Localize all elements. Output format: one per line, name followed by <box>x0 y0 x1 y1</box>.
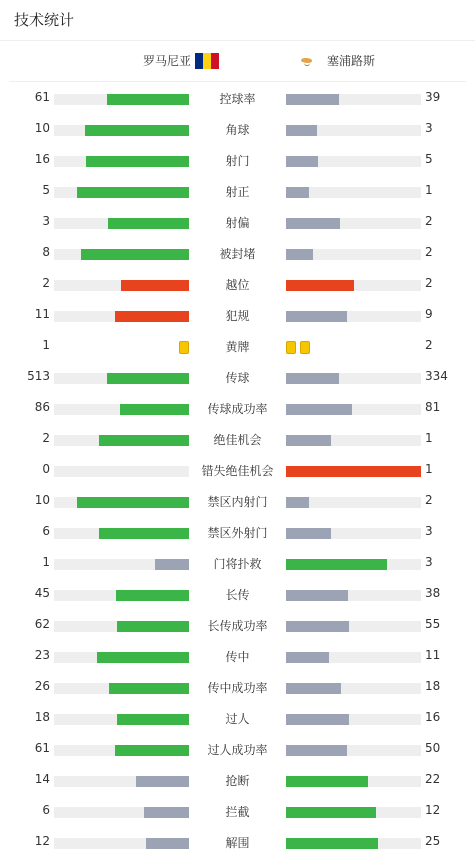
home-bar-fill <box>146 838 189 849</box>
stat-label: 传球 <box>225 371 250 385</box>
home-bar-fill <box>115 745 189 756</box>
away-value: 38 <box>425 586 441 600</box>
stat-row <box>0 239 475 270</box>
home-bar-track <box>54 590 189 601</box>
away-bar-fill <box>286 497 309 508</box>
home-value: 61 <box>34 90 50 104</box>
home-bar-track <box>54 280 189 291</box>
home-bar-fill <box>120 404 189 415</box>
away-bar-track <box>286 807 421 818</box>
home-bar-fill <box>155 559 189 570</box>
home-bar-track <box>54 838 189 849</box>
home-bar-track <box>54 249 189 260</box>
home-bar-track <box>54 683 189 694</box>
away-bar-track <box>286 528 421 539</box>
away-bar-fill <box>286 683 341 694</box>
cyprus-flag-icon <box>295 53 319 69</box>
home-bar-fill <box>116 590 189 601</box>
home-value: 10 <box>34 493 50 507</box>
away-value: 3 <box>425 555 433 569</box>
home-bar-fill <box>81 249 189 260</box>
home-value: 5 <box>42 183 50 197</box>
away-bar-fill <box>286 311 347 322</box>
stat-label: 绝佳机会 <box>213 433 262 447</box>
away-bar-track <box>286 218 421 229</box>
away-value: 9 <box>425 307 433 321</box>
yellow-card-icon <box>300 341 310 354</box>
stat-row <box>0 766 475 797</box>
away-bar-track <box>286 745 421 756</box>
away-bar-fill <box>286 249 313 260</box>
away-value: 18 <box>425 679 441 693</box>
home-bar-track <box>54 528 189 539</box>
page-title: 技术统计 <box>0 0 475 41</box>
home-bar-track <box>54 776 189 787</box>
away-bar-track <box>286 714 421 725</box>
stat-row <box>0 332 475 363</box>
home-bar-fill <box>85 125 189 136</box>
away-bar-track <box>286 590 421 601</box>
stat-row <box>0 580 475 611</box>
home-bar-track <box>54 466 189 477</box>
yellow-card-icon <box>179 341 189 354</box>
home-bar-track <box>54 435 189 446</box>
away-value: 1 <box>425 431 433 445</box>
away-bar-track <box>286 94 421 105</box>
away-value: 16 <box>425 710 441 724</box>
away-value: 12 <box>425 803 441 817</box>
home-bar-fill <box>107 94 189 105</box>
home-bar-fill <box>144 807 189 818</box>
away-value: 2 <box>425 338 433 352</box>
stat-label: 射正 <box>225 185 250 199</box>
yellow-card-icon <box>286 341 296 354</box>
stat-label: 射门 <box>225 154 250 168</box>
home-value: 61 <box>34 741 50 755</box>
home-bar-fill <box>99 528 189 539</box>
stat-row <box>0 487 475 518</box>
home-value: 6 <box>42 803 50 817</box>
home-value: 62 <box>34 617 50 631</box>
stat-label: 解围 <box>225 836 250 850</box>
away-bar-fill <box>286 125 317 136</box>
stat-row <box>0 704 475 735</box>
away-bar-fill <box>286 435 331 446</box>
away-bar-fill <box>286 621 349 632</box>
teams-header <box>9 41 466 82</box>
home-value: 1 <box>42 555 50 569</box>
away-bar-track <box>286 621 421 632</box>
home-bar-track <box>54 714 189 725</box>
home-bar-fill <box>115 311 189 322</box>
stat-row <box>0 208 475 239</box>
home-value: 18 <box>34 710 50 724</box>
away-value: 81 <box>425 400 441 414</box>
away-bar-fill <box>286 156 318 167</box>
home-value: 86 <box>34 400 50 414</box>
stat-label: 角球 <box>225 123 250 137</box>
home-bar-fill <box>108 218 189 229</box>
away-yellow-cards <box>286 341 310 354</box>
stat-row <box>0 425 475 456</box>
away-bar-fill <box>286 404 352 415</box>
stat-row <box>0 456 475 487</box>
away-bar-track <box>286 187 421 198</box>
away-bar-fill <box>286 187 309 198</box>
away-bar-track <box>286 838 421 849</box>
home-bar-track <box>54 218 189 229</box>
away-value: 3 <box>425 524 433 538</box>
away-bar-fill <box>286 466 421 477</box>
stat-label: 长传成功率 <box>207 619 268 633</box>
away-value: 55 <box>425 617 441 631</box>
stat-label: 控球率 <box>219 92 256 106</box>
away-value: 3 <box>425 121 433 135</box>
stat-label: 被封堵 <box>219 247 256 261</box>
stat-row <box>0 84 475 115</box>
stat-row <box>0 642 475 673</box>
stat-label: 犯规 <box>225 309 250 323</box>
away-value: 5 <box>425 152 433 166</box>
away-bar-track <box>286 125 421 136</box>
away-bar-fill <box>286 373 339 384</box>
away-bar-track <box>286 683 421 694</box>
home-bar-fill <box>77 187 189 198</box>
stat-label: 错失绝佳机会 <box>201 464 274 478</box>
away-bar-fill <box>286 528 331 539</box>
away-bar-track <box>286 559 421 570</box>
home-bar-fill <box>117 621 189 632</box>
home-value: 11 <box>34 307 50 321</box>
home-value: 2 <box>42 276 50 290</box>
home-bar-track <box>54 807 189 818</box>
away-bar-fill <box>286 745 347 756</box>
home-value: 2 <box>42 431 50 445</box>
away-bar-fill <box>286 280 354 291</box>
home-value: 14 <box>34 772 50 786</box>
away-value: 25 <box>425 834 441 848</box>
stat-row <box>0 394 475 425</box>
home-bar-track <box>54 187 189 198</box>
away-bar-track <box>286 280 421 291</box>
away-bar-fill <box>286 94 339 105</box>
home-value: 10 <box>34 121 50 135</box>
stats-list <box>0 84 475 859</box>
away-value: 334 <box>425 369 448 383</box>
away-value: 39 <box>425 90 441 104</box>
home-value: 12 <box>34 834 50 848</box>
away-bar-fill <box>286 652 329 663</box>
home-bar-fill <box>77 497 189 508</box>
stat-label: 门将扑救 <box>213 557 262 571</box>
away-bar-fill <box>286 776 368 787</box>
away-bar-track <box>286 466 421 477</box>
away-bar-fill <box>286 218 340 229</box>
stat-label: 禁区内射门 <box>207 495 268 509</box>
home-bar-fill <box>86 156 189 167</box>
away-value: 2 <box>425 214 433 228</box>
away-value: 2 <box>425 276 433 290</box>
home-bar-track <box>54 621 189 632</box>
home-yellow-cards <box>179 341 189 354</box>
home-value: 26 <box>34 679 50 693</box>
home-value: 0 <box>42 462 50 476</box>
stat-row <box>0 270 475 301</box>
stat-label: 过人成功率 <box>207 743 268 757</box>
home-bar-track <box>54 652 189 663</box>
away-value: 22 <box>425 772 441 786</box>
away-bar-fill <box>286 807 376 818</box>
home-value: 3 <box>42 214 50 228</box>
stat-row <box>0 115 475 146</box>
stat-row <box>0 828 475 859</box>
home-bar-fill <box>121 280 189 291</box>
home-bar-fill <box>117 714 189 725</box>
away-bar-track <box>286 404 421 415</box>
away-bar-track <box>286 652 421 663</box>
stat-row <box>0 611 475 642</box>
away-bar-track <box>286 435 421 446</box>
stat-label: 禁区外射门 <box>207 526 268 540</box>
home-bar-track <box>54 404 189 415</box>
away-bar-fill <box>286 714 349 725</box>
home-value: 513 <box>27 369 50 383</box>
home-value: 8 <box>42 245 50 259</box>
away-value: 11 <box>425 648 441 662</box>
stat-label: 拦截 <box>225 805 250 819</box>
home-bar-track <box>54 94 189 105</box>
romania-flag-icon <box>195 53 219 69</box>
stat-row <box>0 518 475 549</box>
away-bar-track <box>286 249 421 260</box>
home-value: 1 <box>42 338 50 352</box>
home-bar-track <box>54 125 189 136</box>
stat-label: 抢断 <box>225 774 250 788</box>
away-bar-track <box>286 311 421 322</box>
home-bar-fill <box>99 435 189 446</box>
home-value: 16 <box>34 152 50 166</box>
away-bar-fill <box>286 590 348 601</box>
home-bar-fill <box>107 373 189 384</box>
away-bar-track <box>286 497 421 508</box>
stat-label: 射偏 <box>225 216 250 230</box>
away-value: 1 <box>425 462 433 476</box>
stat-label: 过人 <box>225 712 250 726</box>
away-team-name: 塞浦路斯 <box>327 54 376 68</box>
stat-row <box>0 301 475 332</box>
home-bar-fill <box>97 652 189 663</box>
away-value: 1 <box>425 183 433 197</box>
away-bar-track <box>286 373 421 384</box>
stat-row <box>0 797 475 828</box>
stat-row <box>0 363 475 394</box>
stat-row <box>0 735 475 766</box>
stat-label: 传中成功率 <box>207 681 268 695</box>
home-bar-track <box>54 156 189 167</box>
home-team-name: 罗马尼亚 <box>142 54 191 68</box>
away-bar-fill <box>286 838 378 849</box>
away-team[interactable] <box>295 52 375 69</box>
home-value: 23 <box>34 648 50 662</box>
home-bar-track <box>54 559 189 570</box>
stat-row <box>0 146 475 177</box>
stat-label: 长传 <box>225 588 250 602</box>
home-value: 6 <box>42 524 50 538</box>
home-team[interactable] <box>143 52 219 69</box>
stat-label: 越位 <box>225 278 250 292</box>
away-bar-fill <box>286 559 387 570</box>
away-value: 50 <box>425 741 441 755</box>
home-bar-track <box>54 745 189 756</box>
stat-row <box>0 549 475 580</box>
away-value: 2 <box>425 493 433 507</box>
away-bar-track <box>286 156 421 167</box>
home-bar-track <box>54 497 189 508</box>
home-value: 45 <box>34 586 50 600</box>
home-bar-track <box>54 373 189 384</box>
stat-row <box>0 177 475 208</box>
stat-row <box>0 673 475 704</box>
stat-label: 传中 <box>225 650 250 664</box>
away-value: 2 <box>425 245 433 259</box>
away-bar-track <box>286 776 421 787</box>
home-bar-track <box>54 311 189 322</box>
stat-label: 黄牌 <box>225 340 250 354</box>
stat-label: 传球成功率 <box>207 402 268 416</box>
home-bar-fill <box>109 683 189 694</box>
home-bar-fill <box>136 776 189 787</box>
